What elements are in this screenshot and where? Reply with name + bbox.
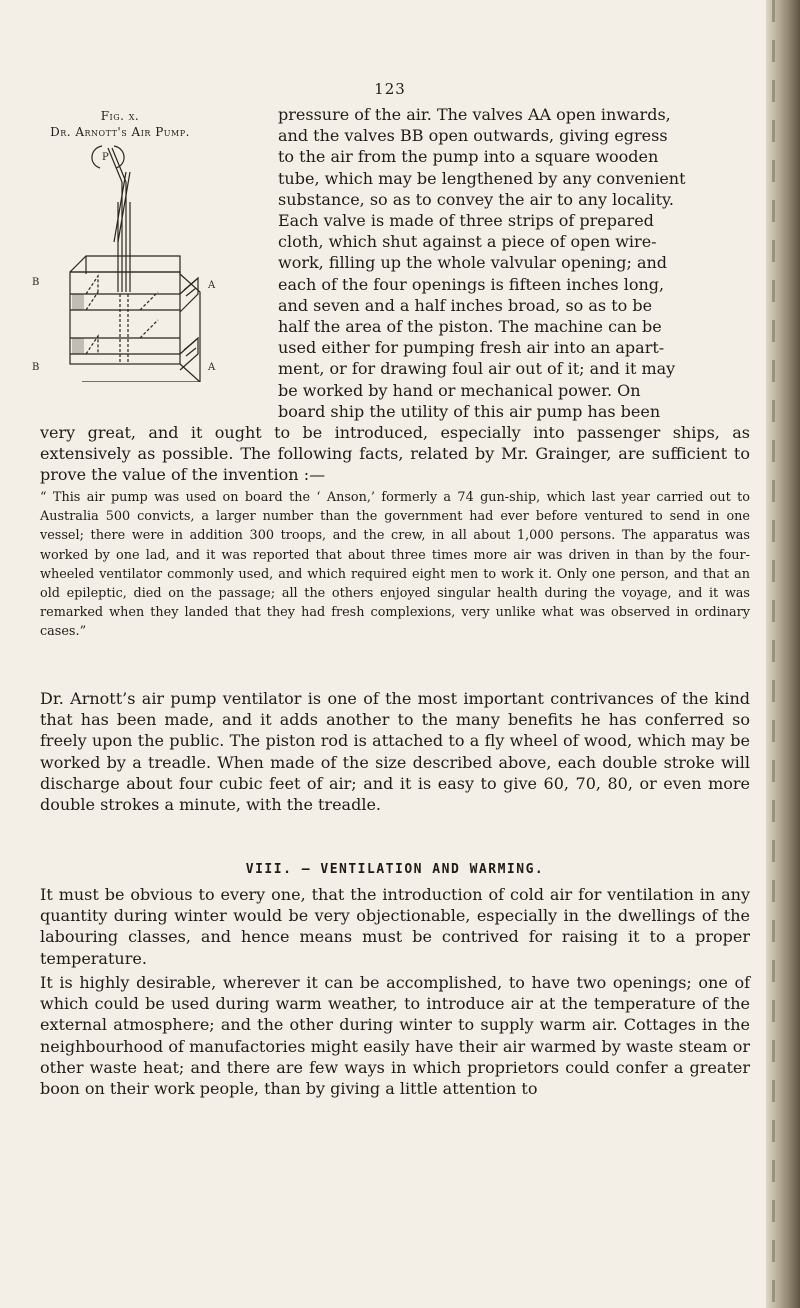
text-line: and seven and a half inches broad, so as to be <box>278 295 653 315</box>
label-a-bottom: A <box>208 362 216 373</box>
text-line: to the air from the pump into a square wooden <box>278 147 659 167</box>
text-line: pressure of the air. The valves AA open inwards, <box>278 105 671 124</box>
air-pump-figure <box>30 142 240 382</box>
figure-caption <box>10 108 230 140</box>
text-line: used either for pumping fresh air into an apart- <box>278 338 665 358</box>
paragraph-text: Dr. Arnott’s air pump ventilator is one of the most important contrivances of the kind that has been made, and it adds another to the many benefits he has conferred so freely upon the public. The piston rod is attached to a fly wheel of wood, which may be worked by a treadle. When made of the size described above, each double stroke will discharge about four cubic feet of air; and it is easy to give 60, 70, 80, or even more double strokes a minute, with the treadle. <box>40 689 750 815</box>
text-line: be worked by hand or mechanical power. On <box>278 380 641 400</box>
section-heading: VIII. — VENTILATION AND WARMING. <box>245 862 545 877</box>
figure-title: Dr. Arnott's Air Pump. <box>50 125 190 139</box>
figure-number: Fig. x. <box>100 109 140 123</box>
quote-text: “ This air pump was used on board the ‘ Anson,’ formerly a 74 gun-ship, which last year carried out to Australia 500 convicts, a larger number than the government had ever before ventured to send in one vessel; there were in addition 300 troops, and the crew, in all about 1,000 persons. The apparatus was worked by one lad, and it was reported that about three times more air was driven in than by the four-wheeled ventilator commonly used, and which required eight men to work it. Only one person, and that an old epileptic, died on the passage; all the others enjoyed singular health during the voyage, and it was remarked when they landed that they had fresh complexions, very unlike what was observed in ordinary cases.” <box>40 490 750 640</box>
text-line: substance, so as to convey the air to any locality. <box>278 189 674 209</box>
text-line: board ship the utility of this air pump has been <box>278 401 661 421</box>
paragraph-text: very great, and it ought to be introduced, especially into passenger ships, as extensively as possible. The following facts, related by Mr. Grainger, are sufficient to prove the value of the invention :— <box>40 423 750 485</box>
text-line: tube, which may be lengthened by any convenient <box>278 168 686 188</box>
paragraph-text: It must be obvious to every one, that the introduction of cold air for ventilation in any quantity during winter would be very objectionable, especially in the dwellings of the labouring classes, and hence means must be contrived for raising it to a proper temperature. <box>40 885 750 968</box>
text-line: half the area of the piston. The machine can be <box>278 317 662 337</box>
wrapped-paragraph <box>278 104 750 422</box>
paragraph-arnott <box>40 688 750 815</box>
label-b-top: B <box>32 277 40 288</box>
paragraph-openings <box>40 972 750 1099</box>
text-line: and the valves BB open outwards, giving egress <box>278 126 668 146</box>
page-binding-edge <box>766 0 800 1308</box>
air-pump-diagram <box>30 142 240 382</box>
paragraph-text: It is highly desirable, wherever it can be accomplished, to have two openings; one of which could be used during warm weather, to introduce air at the temperature of the external atmosphere; and the other during winter to supply warm air. Cottages in the neighbourhood of manufactories might easily have their air warmed by waste steam or other waste heat; and there are few ways in which proprietors could confer a greater boon on their work people, than by giving a little attention to <box>40 973 750 1099</box>
page-number: 123 <box>374 80 406 98</box>
paragraph-ventilation <box>40 884 750 969</box>
label-b-bottom: B <box>32 362 40 373</box>
label-p: P <box>102 152 109 163</box>
text-line: cloth, which shut against a piece of open wire- <box>278 232 657 252</box>
text-line: each of the four openings is fifteen inches long, <box>278 274 665 294</box>
text-line: Each valve is made of three strips of prepared <box>278 211 654 231</box>
text-line: ment, or for drawing foul air out of it; and it may <box>278 359 676 379</box>
text-line: work, filling up the whole valvular opening; and <box>278 253 668 273</box>
label-a-top: A <box>208 280 216 291</box>
grainger-quote <box>40 488 750 642</box>
paragraph-continuation <box>40 422 750 486</box>
